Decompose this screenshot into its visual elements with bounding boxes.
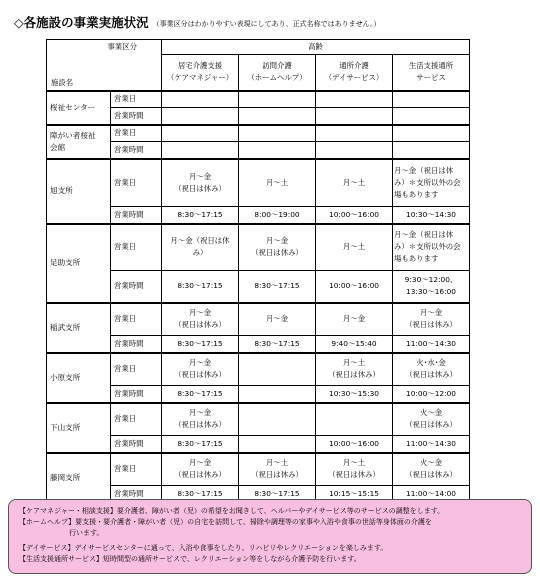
facility-hours-row xyxy=(47,108,470,125)
days-label: 営業日 xyxy=(111,453,162,486)
days-cell xyxy=(162,224,239,271)
days-cell xyxy=(316,453,393,486)
days-cell xyxy=(393,353,470,386)
days-cell xyxy=(162,403,239,436)
days-cell xyxy=(239,353,316,386)
service-alias: （ホームヘルプ） xyxy=(247,73,307,83)
service-alias: サービス xyxy=(416,73,446,83)
days-line: 月～金 xyxy=(342,314,366,324)
hours-cell xyxy=(316,142,393,159)
days-line: 月～金（祝日は休 xyxy=(170,236,230,246)
facility-days-row xyxy=(47,91,470,108)
hours-cell: 8:00～19:00 xyxy=(239,207,316,224)
note-home-help: 【ホームヘルプ】要支援・要介護者・障がい者（児）の自宅を訪問して、掃除や調理等の家事や入浴や食事の世話等身体面の介護を xyxy=(19,518,432,526)
hours-cell: 8:30～17:15 xyxy=(162,486,239,503)
facility-name xyxy=(47,353,111,403)
days-line: （祝日は休み） xyxy=(174,183,226,193)
facility-name-line: 下山支所 xyxy=(50,422,81,432)
hours-label: 営業時間 xyxy=(111,386,162,403)
days-line: 月～土 xyxy=(265,458,289,468)
days-label: 営業日 xyxy=(111,353,162,386)
days-label: 営業日 xyxy=(111,303,162,336)
facility-name xyxy=(47,453,111,503)
days-line: （祝日は休み） xyxy=(174,370,226,380)
days-line: 月～金 xyxy=(265,236,289,246)
facility-name xyxy=(47,159,111,224)
facility-name xyxy=(47,303,111,353)
hours-label: 営業時間 xyxy=(111,207,162,224)
header-row-1 xyxy=(47,40,470,55)
days-cell xyxy=(239,91,316,108)
days-line: み）＊支所以外の会 xyxy=(394,177,461,187)
days-line: 月～土 xyxy=(342,242,366,252)
days-line: 月～土 xyxy=(265,177,289,187)
days-cell xyxy=(393,125,470,142)
days-line: 月～金 xyxy=(188,171,212,181)
note-care-manager: 【ケアマネジャー・相談支援】要介護者、障がい者（児）の希望をお聞きして、ヘルパーやデイサービス等のサービスの調整をします。 xyxy=(19,507,445,515)
hours-cell: 10:00～16:00 xyxy=(316,436,393,453)
days-line: 月～土 xyxy=(342,358,366,368)
hours-cell: 8:30～17:15 xyxy=(162,386,239,403)
days-line: 月～金 xyxy=(419,308,443,318)
days-cell xyxy=(239,403,316,436)
days-label: 営業日 xyxy=(111,159,162,207)
hours-cell: 8:30～17:15 xyxy=(162,207,239,224)
hours-cell: 8:30～17:15 xyxy=(162,436,239,453)
days-line: 火～金 xyxy=(419,408,443,418)
note-home-help-cont: 行います。 xyxy=(69,529,104,537)
hours-cell xyxy=(239,436,316,453)
days-cell xyxy=(162,453,239,486)
days-cell xyxy=(316,224,393,271)
days-line: 月～金 xyxy=(188,308,212,318)
hours-label: 営業時間 xyxy=(111,436,162,453)
days-line: 月～土 xyxy=(342,458,366,468)
hours-cell: 10:00～16:00 xyxy=(316,207,393,224)
facility-days-row xyxy=(47,159,470,207)
days-line: 場もあります xyxy=(394,254,439,264)
hours-cell: 9:40～15:40 xyxy=(316,336,393,353)
hours-cell: 10:30～15:30 xyxy=(316,386,393,403)
hours-cell: 10:15～15:15 xyxy=(316,486,393,503)
hours-line: 13:30～16:00 xyxy=(406,287,457,297)
facility-days-row xyxy=(47,403,470,436)
days-line: （祝日は休み） xyxy=(174,420,226,430)
note-day-service: 【デイサービス】デイサービスセンターに通って、入浴や食事をしたり、リハビリやレクリエーションを楽しみます。 xyxy=(19,544,388,552)
days-cell xyxy=(239,224,316,271)
hours-line: 9:30～12:00、 xyxy=(404,275,458,285)
hours-cell: 8:30～17:15 xyxy=(239,486,316,503)
service-name: 通所介護 xyxy=(339,61,369,71)
hours-label: 営業時間 xyxy=(111,336,162,353)
days-line: 月～金 xyxy=(188,408,212,418)
days-cell xyxy=(162,303,239,336)
service-header xyxy=(239,55,316,91)
days-line: （祝日は休み） xyxy=(251,248,303,258)
hours-cell: 8:30～17:15 xyxy=(239,336,316,353)
days-line: 月～金（祝日は休 xyxy=(394,165,454,175)
days-cell xyxy=(393,159,470,207)
facility-name-line: 足助支所 xyxy=(50,258,81,267)
facility-name-line: 会館 xyxy=(50,142,66,152)
days-label: 営業日 xyxy=(111,125,162,142)
service-name: 居宅介護支援 xyxy=(177,61,223,71)
facility-name-line: 小原支所 xyxy=(50,372,81,382)
days-line: （祝日は休み） xyxy=(174,320,226,330)
facility-name xyxy=(47,91,111,125)
days-line: 月～金 xyxy=(265,314,289,324)
hours-cell xyxy=(393,108,470,125)
days-cell xyxy=(393,403,470,436)
hours-cell xyxy=(162,108,239,125)
facility-name-line: 旭支所 xyxy=(50,186,73,195)
days-cell xyxy=(316,303,393,336)
days-cell xyxy=(316,159,393,207)
days-cell xyxy=(316,91,393,108)
hours-cell: 8:30～17:15 xyxy=(239,271,316,303)
corner-bottom-label: 施設名 xyxy=(51,77,74,87)
facility-hours-row xyxy=(47,271,470,303)
hours-label: 営業時間 xyxy=(111,108,162,125)
days-line: 火･水･金 xyxy=(416,358,446,368)
group-label: 高齢 xyxy=(162,40,470,55)
days-cell xyxy=(393,91,470,108)
days-cell xyxy=(239,159,316,207)
facility-name xyxy=(47,403,111,453)
hours-cell: 11:00～14:30 xyxy=(393,436,470,453)
hours-cell xyxy=(239,386,316,403)
days-line: み）＊支所以外の会 xyxy=(394,242,461,252)
service-name: 訪問介護 xyxy=(262,61,292,71)
hours-label: 営業時間 xyxy=(111,142,162,159)
days-line: （祝日は休み） xyxy=(174,470,226,480)
days-label: 営業日 xyxy=(111,403,162,436)
days-line: 月～土 xyxy=(342,177,366,187)
hours-cell: 10:30～14:30 xyxy=(393,207,470,224)
facility-days-row xyxy=(47,125,470,142)
facility-days-row xyxy=(47,224,470,271)
days-line: み） xyxy=(192,248,208,258)
service-header xyxy=(316,55,393,91)
days-cell xyxy=(393,224,470,271)
section-title: ◇各施設の事業実施状況 xyxy=(14,15,149,30)
facility-hours-row xyxy=(47,336,470,353)
days-cell xyxy=(162,159,239,207)
days-label: 営業日 xyxy=(111,91,162,108)
days-cell xyxy=(239,453,316,486)
facility-name-line: 桜祉センター xyxy=(50,102,96,112)
facility-hours-row xyxy=(47,207,470,224)
hours-label: 営業時間 xyxy=(111,271,162,303)
days-cell xyxy=(393,303,470,336)
days-line: 月～金 xyxy=(188,458,212,468)
days-line: 月～金 xyxy=(188,358,212,368)
days-line: （祝日は休み） xyxy=(405,320,457,330)
days-line: （祝日は休み） xyxy=(405,420,457,430)
days-label: 営業日 xyxy=(111,224,162,271)
service-name: 生活支援通所 xyxy=(408,61,454,71)
header-corner xyxy=(47,40,162,91)
days-cell xyxy=(316,353,393,386)
days-line: 場もあります xyxy=(394,189,439,199)
service-alias: （デイサービス） xyxy=(324,73,384,83)
facility-hours-row xyxy=(47,386,470,403)
corner-top-label: 事業区分 xyxy=(107,42,137,51)
days-line: （祝日は休み） xyxy=(328,370,380,380)
facility-days-row xyxy=(47,303,470,336)
service-header xyxy=(162,55,239,91)
days-cell xyxy=(239,303,316,336)
days-line: （祝日は休み） xyxy=(328,470,380,480)
schedule-table xyxy=(46,39,470,503)
hours-cell xyxy=(162,142,239,159)
facility-name xyxy=(47,125,111,159)
hours-cell xyxy=(239,142,316,159)
days-cell xyxy=(316,125,393,142)
notes-box xyxy=(8,499,532,574)
facility-days-row xyxy=(47,353,470,386)
days-cell xyxy=(162,125,239,142)
hours-cell: 11:00～14:30 xyxy=(393,336,470,353)
days-cell xyxy=(162,91,239,108)
hours-label: 営業時間 xyxy=(111,486,162,503)
days-cell xyxy=(239,125,316,142)
note-living-support: 【生活支援通所サービス】短時間型の通所サービスで、レクリエーション等をしながら介護予防を行います。 xyxy=(19,555,361,563)
facility-name-line: 藤岡支所 xyxy=(50,472,81,482)
facility-name-line: 障がい者桜祉 xyxy=(50,130,96,140)
facility-hours-row xyxy=(47,436,470,453)
days-cell xyxy=(316,403,393,436)
days-cell xyxy=(393,453,470,486)
days-line: （祝日は休み） xyxy=(251,470,303,480)
facility-name xyxy=(47,224,111,303)
facility-name-line: 稲武支所 xyxy=(50,322,81,332)
facility-days-row xyxy=(47,453,470,486)
hours-cell xyxy=(239,108,316,125)
hours-cell: 11:00～14:00 xyxy=(393,486,470,503)
service-header xyxy=(393,55,470,91)
hours-cell xyxy=(393,142,470,159)
days-line: 火～金 xyxy=(419,458,443,468)
service-alias: （ケアマネジャー） xyxy=(166,73,234,83)
hours-cell: 8:30～17:15 xyxy=(162,336,239,353)
section-heading xyxy=(14,12,534,28)
hours-cell: 10:00～16:00 xyxy=(316,271,393,303)
hours-cell: 8:30～17:15 xyxy=(162,271,239,303)
hours-cell: 10:00～12:00 xyxy=(393,386,470,403)
hours-cell xyxy=(393,271,470,303)
section-note: （事業区分はわかりやすい表現にしてあり、正式名称ではありません。） xyxy=(152,20,381,28)
facility-hours-row xyxy=(47,142,470,159)
hours-cell xyxy=(316,108,393,125)
days-line: 月～金（祝日は休 xyxy=(394,230,454,240)
days-cell xyxy=(162,353,239,386)
days-line: （祝日は休み） xyxy=(405,370,457,380)
days-line: （祝日は休み） xyxy=(405,470,457,480)
